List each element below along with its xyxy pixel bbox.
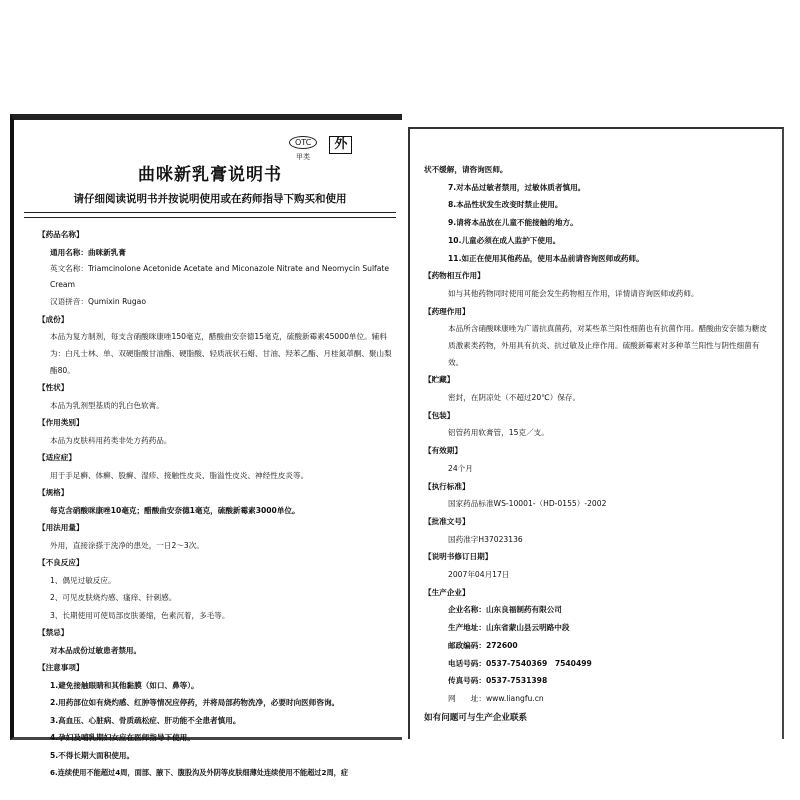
package-text: 铝管药用软膏管，15克／支。	[448, 428, 549, 438]
external-use-badge: 外	[329, 136, 352, 154]
pharmacology-text: 本品所含硝酸咪康唑为广谱抗真菌药，对某些革兰阳性细菌也有抗菌作用。醋酸曲安奈德为糖皮质激素类药物，外用具有抗炎、抗过敏及止痒作用。硫酸新霉素对多种革兰阳性与阴性细菌有效。	[448, 324, 767, 368]
section-heading-spec: 【规格】	[38, 488, 69, 497]
section-heading-manufacturer: 【生产企业】	[424, 587, 470, 597]
ingredients-text: 本品为复方制剂，每支含硝酸咪康唑150毫克，醋酸曲安奈德15毫克，硫酸新霉素45000单位。辅料为：白凡士林、单、双硬脂酸甘油酯、硬脂酸、轻质液状石蜡、甘油、羟苯乙酯、月桂氮䓬酮、聚山梨酯80。	[50, 332, 392, 375]
manufacturer-address: 生产地址：山东省蒙山县云明路中段	[448, 623, 570, 633]
revision-date: 2007年04月17日	[448, 570, 510, 580]
common-name: 通用名称：曲咪新乳膏	[50, 247, 126, 257]
section-heading-pharmacology: 【药理作用】	[424, 306, 470, 316]
section-heading-adverse: 【不良反应】	[38, 558, 84, 567]
contact-note: 如有问题可与生产企业联系	[424, 712, 528, 723]
section-heading-approval: 【批准文号】	[424, 516, 470, 526]
approval-text: 国药准字H37023136	[448, 534, 523, 544]
manufacturer-website: 网 址：www.liangfu.cn	[448, 693, 544, 703]
otc-badge: OTC	[289, 136, 317, 149]
contra-text: 对本品成份过敏患者禁用。	[50, 645, 142, 655]
adverse-item: 2、可见皮肤烧灼感、瘙痒、针刺感。	[50, 593, 177, 602]
caution-item: 8.本品性状发生改变时禁止使用。	[448, 200, 563, 210]
leaflet-page-left	[10, 114, 402, 777]
section-heading-package: 【包装】	[424, 410, 455, 420]
divider-top	[24, 212, 396, 213]
caution-item: 6.连续使用不能超过4周，面部、腋下、腹股沟及外阴等皮肤细薄处连续使用不能超过2周，症	[50, 768, 349, 777]
leaflet-body-right	[424, 161, 772, 727]
section-heading-validity: 【有效期】	[424, 446, 462, 456]
validity-text: 24个月	[448, 463, 473, 473]
leaflet-title: 曲咪新乳膏说明书	[138, 165, 282, 185]
standard-text: 国家药品标准WS-10001-（HD-0155）-2002	[448, 499, 607, 509]
storage-text: 密封，在阴凉处（不超过20℃）保存。	[448, 393, 581, 403]
caution-item: 11.如正在使用其他药品，使用本品前请咨询医师或药师。	[448, 253, 644, 263]
manufacturer-postcode: 邮政编码：272600	[448, 640, 518, 650]
character-text: 本品为乳剂型基质的乳白色软膏。	[50, 400, 164, 410]
section-heading-revision: 【说明书修订日期】	[424, 552, 493, 562]
section-heading-standard: 【执行标准】	[424, 481, 470, 491]
section-heading-category: 【作用类别】	[38, 418, 84, 427]
caution-item: 1.避免接触眼睛和其他黏膜（如口、鼻等）。	[50, 680, 199, 690]
pinyin-name: 汉语拼音：Qumixin Rugao	[50, 297, 146, 306]
header-badges	[289, 136, 352, 161]
divider-bottom	[24, 217, 396, 218]
english-name: 英文名称：Triamcinolone Acetonide Acetate and Miconazole Nitrate and Neomycin Sulfate Cream	[50, 264, 390, 289]
category-text: 本品为皮肤科用药类非处方药药品。	[50, 435, 172, 445]
spec-text: 每克含硝酸咪康唑10毫克；醋酸曲安奈德1毫克，硫酸新霉素3000单位。	[50, 505, 300, 515]
adverse-item: 3、长期使用可使局部皮肤萎缩，色素沉着，多毛等。	[50, 610, 230, 620]
adverse-item: 1、偶见过敏反应。	[50, 575, 116, 585]
section-heading-interactions: 【药物相互作用】	[424, 271, 485, 281]
usage-text: 外用，直接涂搽于洗净的患处，一日2～3次。	[50, 540, 204, 550]
leaflet-subtitle: 请仔细阅读说明书并按说明使用或在药师指导下购买和使用	[73, 193, 347, 205]
section-heading-drug-name: 【药品名称】	[38, 230, 84, 239]
manufacturer-phone: 电话号码：0537-7540369 7540499	[448, 658, 592, 668]
section-heading-ingredients: 【成份】	[38, 314, 69, 324]
section-heading-usage: 【用法用量】	[38, 523, 84, 532]
section-heading-contra: 【禁忌】	[38, 628, 69, 637]
caution-item: 5.不得长期大面积使用。	[50, 750, 135, 760]
otc-class-label: 甲类	[296, 153, 310, 161]
manufacturer-fax: 传真号码：0537-7531398	[448, 676, 548, 686]
caution-item: 9.请将本品放在儿童不能接触的地方。	[448, 218, 578, 228]
indications-text: 用于手足癣、体癣、股癣、湿疹、接触性皮炎、脂溢性皮炎、神经性皮炎等。	[50, 470, 309, 480]
section-heading-storage: 【贮藏】	[424, 375, 455, 385]
section-heading-character: 【性状】	[38, 383, 69, 392]
caution-item: 7.对本品过敏者禁用，过敏体质者慎用。	[448, 182, 586, 192]
manufacturer-name: 企业名称：山东良福制药有限公司	[448, 605, 562, 615]
caution-item: 4.孕妇及哺乳期妇女应在医师指导下使用。	[50, 733, 195, 742]
leaflet-body-left	[38, 226, 396, 782]
caution-item: 3.高血压、心脏病、骨质疏松症、肝功能不全患者慎用。	[50, 715, 241, 725]
section-heading-cautions: 【注意事项】	[38, 663, 84, 672]
caution-item: 10.儿童必须在成人监护下使用。	[448, 235, 561, 245]
section-heading-indications: 【适应症】	[38, 453, 76, 462]
caution-continued: 状不缓解，请咨询医师。	[424, 165, 508, 174]
leaflet-page-right	[408, 127, 784, 739]
interactions-text: 如与其他药物同时使用可能会发生药物相互作用，详情请咨询医师或药师。	[448, 288, 699, 298]
caution-item: 2.用药部位如有烧灼感、红肿等情况应停药，并将局部药物洗净，必要时向医师咨询。	[50, 698, 340, 707]
